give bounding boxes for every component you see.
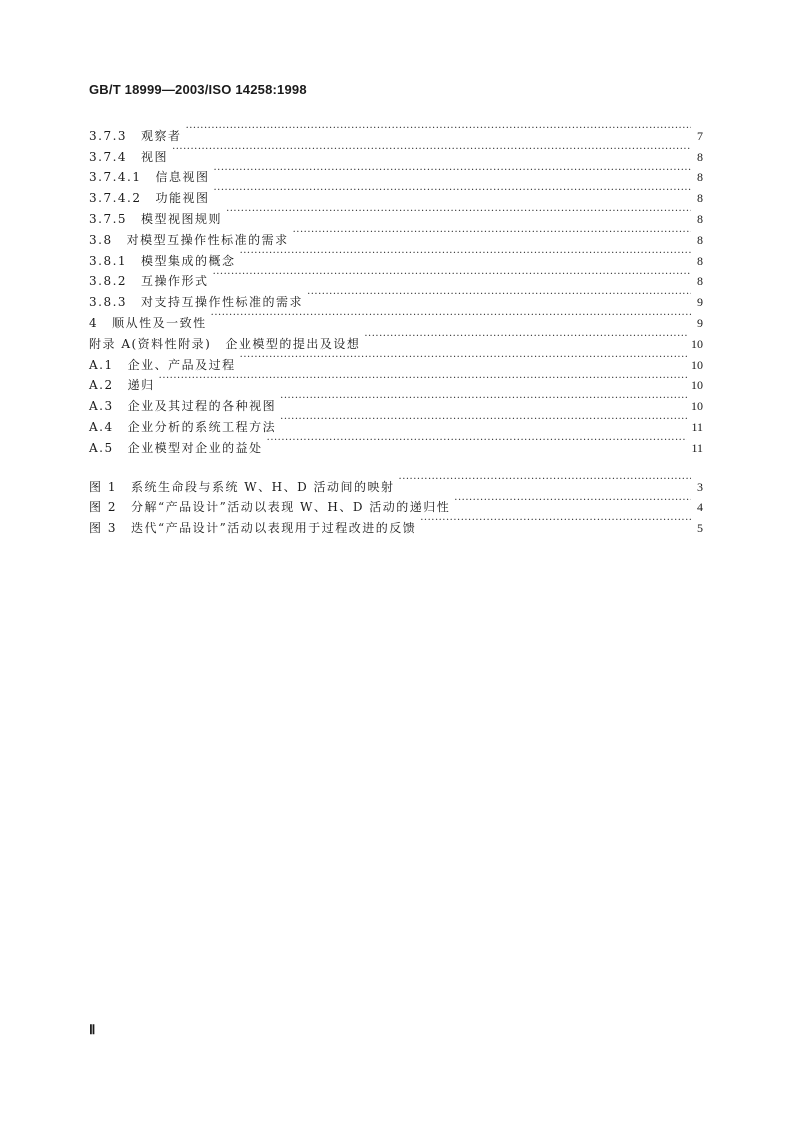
toc-entry-number: A.3: [89, 399, 114, 414]
toc-entry-title: 企业、产品及过程: [127, 357, 236, 372]
toc-entry-title: 模型集成的概念: [141, 253, 236, 268]
toc-entry[interactable]: [89, 369, 703, 393]
toc-entry-page: 8: [697, 191, 703, 206]
toc-entry-title: 视图: [141, 149, 169, 164]
figure-entry-title: 分解“产品设计”活动以表现 W、H、D 活动的递归性: [130, 500, 451, 515]
toc-entry-page: 8: [697, 170, 703, 185]
toc-entry-number: 3.8.3: [89, 295, 128, 310]
toc-entry-number: 3.7.3: [89, 128, 128, 143]
toc-entry-page: 8: [697, 211, 703, 226]
figure-entry[interactable]: [89, 470, 703, 494]
toc-entry-page: 10: [691, 357, 703, 372]
dot-leader: [226, 202, 691, 223]
toc-entry[interactable]: [89, 140, 703, 164]
figure-entry-title: 系统生命段与系统 W、H、D 活动间的映射: [130, 479, 395, 494]
toc-entry-number: 3.8.2: [89, 274, 128, 289]
dot-leader: [454, 491, 691, 512]
dot-leader: [399, 470, 691, 491]
dot-leader: [280, 410, 687, 431]
dot-leader: [159, 369, 687, 390]
page-number: Ⅱ: [89, 1022, 96, 1037]
toc-entry-title: 观察者: [141, 128, 182, 143]
figure-entry-page: 4: [697, 500, 703, 515]
dot-leader: [186, 119, 691, 140]
toc-entry-title: 企业模型的提出及设想: [225, 336, 361, 351]
toc-entry-title: 模型视图规则: [141, 211, 223, 226]
toc-entry-page: 9: [697, 295, 703, 310]
toc-entry-page: 8: [697, 253, 703, 268]
toc-entry-number: 3.7.5: [89, 211, 128, 226]
toc-entry-page: 8: [697, 149, 703, 164]
toc-entry-page: 8: [697, 274, 703, 289]
toc-entry-title: 顺从性及一致性: [112, 315, 207, 330]
toc-entry[interactable]: [89, 119, 703, 143]
toc-entries: [89, 119, 703, 455]
toc-entry-number: 附录 A(资料性附录): [89, 336, 212, 351]
dot-leader: [240, 348, 687, 369]
toc-entry-number: 3.7.4.1: [89, 170, 142, 185]
toc-entry-page: 10: [691, 336, 703, 351]
toc-entry-page: 9: [697, 315, 703, 330]
toc-entry-title: 信息视图: [155, 170, 210, 185]
toc-entry-title: 功能视图: [155, 191, 210, 206]
toc-entry-page: 11: [691, 419, 703, 434]
dot-leader: [214, 161, 692, 182]
dot-leader: [293, 223, 691, 244]
dot-leader: [214, 181, 692, 202]
dot-leader: [420, 511, 691, 532]
toc-entry-title: 互操作形式: [141, 274, 209, 289]
figure-entry-page: 5: [697, 521, 703, 536]
toc-entry-number: 3.7.4: [89, 149, 128, 164]
toc-entry-page: 11: [691, 440, 703, 455]
toc-entry-number: 3.8: [89, 232, 113, 247]
dot-leader: [307, 285, 691, 306]
toc-entry-title: 对支持互操作性标准的需求: [141, 295, 304, 310]
toc-entry-number: A.5: [89, 440, 114, 455]
toc-entry-number: A.4: [89, 419, 114, 434]
toc-entry-page: 7: [697, 128, 703, 143]
toc-entry-page: 10: [691, 399, 703, 414]
toc-entry-number: 4: [89, 315, 99, 330]
figure-entry-number: 图 2: [89, 500, 117, 515]
toc-entry-title: 对模型互操作性标准的需求: [126, 232, 289, 247]
toc-entry-title: 递归: [127, 378, 155, 393]
figure-entry-number: 图 3: [89, 521, 117, 536]
figure-entry-title: 迭代“产品设计”活动以表现用于过程改进的反馈: [130, 521, 417, 536]
toc-entry-title: 企业分析的系统工程方法: [127, 419, 277, 434]
toc-entry[interactable]: [89, 161, 703, 185]
toc-entry-title: 企业模型对企业的益处: [127, 440, 263, 455]
dot-leader: [172, 140, 691, 161]
toc-entry-page: 8: [697, 232, 703, 247]
dot-leader: [213, 265, 691, 286]
toc-entry-title: 企业及其过程的各种视图: [127, 399, 277, 414]
figure-entry-number: 图 1: [89, 479, 117, 494]
toc-entry-number: 3.7.4.2: [89, 191, 142, 206]
toc-entry[interactable]: [89, 389, 703, 414]
toc-entry-number: A.2: [89, 378, 114, 393]
toc-entry-page: 10: [691, 378, 703, 393]
dot-leader: [267, 431, 688, 452]
toc-entry-number: A.1: [89, 357, 114, 372]
dot-leader: [280, 389, 687, 410]
toc-figures: [89, 470, 703, 536]
toc-entry-number: 3.8.1: [89, 253, 128, 268]
standard-code-header: GB/T 18999—2003/ISO 14258:1998: [89, 82, 307, 97]
figure-entry-page: 3: [697, 479, 703, 494]
dot-leader: [240, 244, 691, 265]
dot-leader: [211, 306, 691, 327]
table-of-contents: [89, 119, 703, 536]
dot-leader: [364, 327, 687, 348]
